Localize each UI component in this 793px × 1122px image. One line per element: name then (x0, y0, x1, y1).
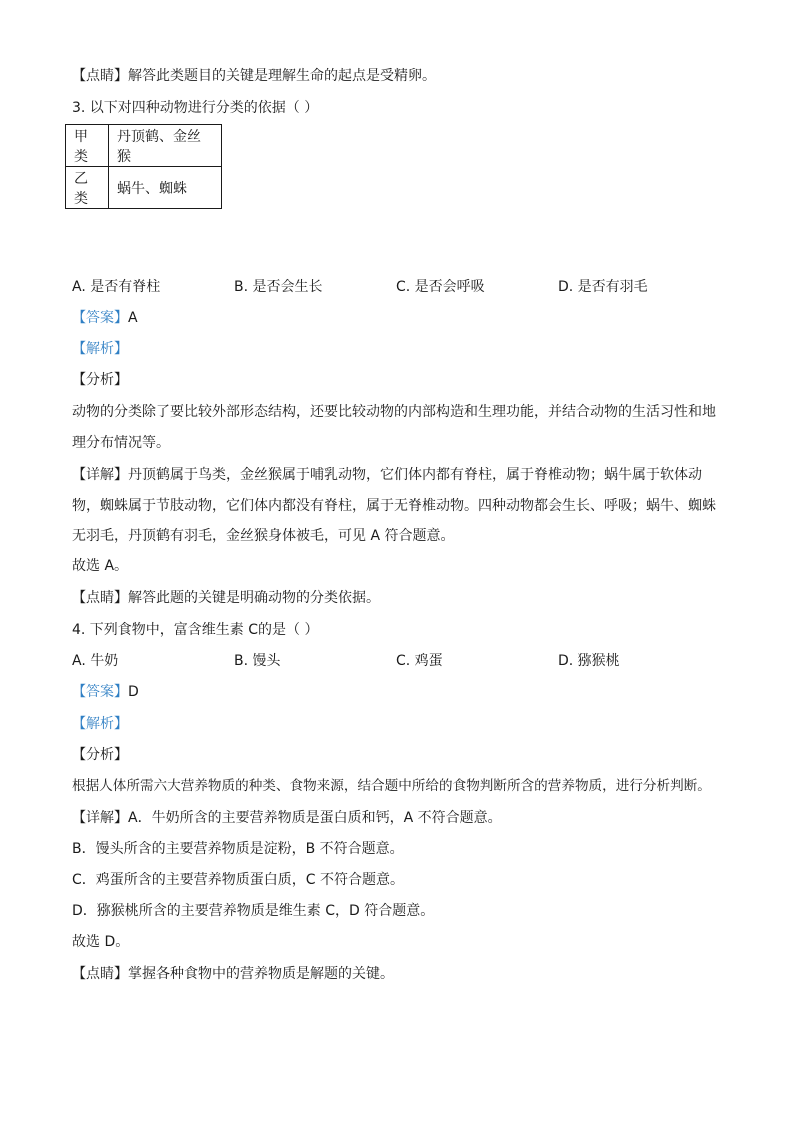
answer-tag: 【答案】 (72, 310, 128, 326)
answer-value: A (128, 310, 138, 326)
q3-option-a: A. 是否有脊柱 (72, 279, 161, 295)
q4-detail-d: D．猕猴桃所含的主要营养物质是维生素 C，D 符合题意。 (72, 903, 435, 919)
q4-detail-a: 【详解】A．牛奶所含的主要营养物质是蛋白质和钙，A 不符合题意。 (72, 810, 502, 826)
answer-tag: 【答案】 (72, 684, 128, 700)
answer-value: D (128, 684, 139, 700)
q3-detail: 【详解】丹顶鹤属于鸟类，金丝猴属于哺乳动物，它们体内都有脊柱，属于脊椎动物；蜗牛属于软体动物，蜘蛛属于节肢动物，它们体内都没有脊柱，属于无脊椎动物。四种动物都会生长、呼吸；蜗牛、蜘蛛无羽毛，丹顶鹤有羽毛，金丝猴身体被毛，可见 A 符合题意。 (72, 467, 716, 544)
q4-jiexi-tag: 【解析】 (72, 716, 128, 732)
q4-option-b: B. 馒头 (234, 653, 281, 669)
q3-option-c: C. 是否会呼吸 (396, 279, 485, 295)
top-note: 【点睛】解答此类题目的关键是理解生命的起点是受精卵。 (72, 68, 436, 84)
q4-option-c: C. 鸡蛋 (396, 653, 443, 669)
q3-fenxi-tag: 【分析】 (72, 372, 128, 388)
classification-table (65, 124, 222, 209)
table-cell-value: 丹顶鹤、金丝猴 (109, 125, 222, 167)
q4-answer (72, 682, 139, 702)
q4-detail-c: C．鸡蛋所含的主要营养物质蛋白质，C 不符合题意。 (72, 872, 404, 888)
q3-analysis: 动物的分类除了要比较外部形态结构，还要比较动物的内部构造和生理功能，并结合动物的生活习性和地理分布情况等。 (72, 404, 716, 451)
q4-stem: 4. 下列食物中，富含维生素 C的是（ ） (72, 622, 319, 638)
table-cell-key: 乙类 (66, 167, 109, 209)
q4-detail-b: B．馒头所含的主要营养物质是淀粉，B 不符合题意。 (72, 841, 404, 857)
q4-option-a: A. 牛奶 (72, 653, 119, 669)
q3-option-b: B. 是否会生长 (234, 279, 323, 295)
q3-note: 【点睛】解答此题的关键是明确动物的分类依据。 (72, 590, 380, 606)
table-row (66, 125, 222, 167)
q4-option-d: D. 猕猴桃 (558, 653, 620, 669)
q3-jiexi-tag: 【解析】 (72, 341, 128, 357)
q4-analysis: 根据人体所需六大营养物质的种类、食物来源，结合题中所给的食物判断所含的营养物质，进行分析判断。 (72, 778, 711, 794)
q3-choose: 故选 A。 (72, 558, 129, 574)
q4-fenxi-tag: 【分析】 (72, 747, 128, 763)
q3-option-d: D. 是否有羽毛 (558, 279, 648, 295)
q4-choose: 故选 D。 (72, 934, 130, 950)
table-cell-key: 甲类 (66, 125, 109, 167)
table-row (66, 167, 222, 209)
table-cell-value: 蜗牛、蜘蛛 (109, 167, 222, 209)
q3-answer (72, 308, 138, 328)
q4-note: 【点睛】掌握各种食物中的营养物质是解题的关键。 (72, 966, 394, 982)
q3-stem: 3. 以下对四种动物进行分类的依据（ ） (72, 100, 319, 116)
